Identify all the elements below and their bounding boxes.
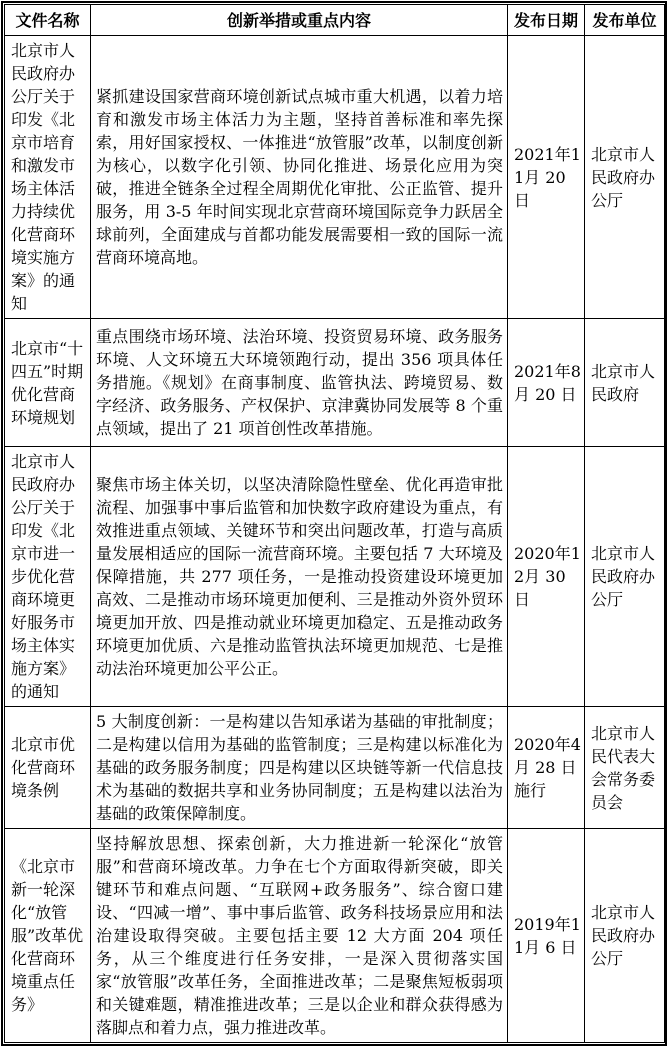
column-header-content: 创新举措或重点内容 (91, 5, 508, 36)
content-cell: 重点围绕市场环境、法治环境、投资贸易环境、政务服务环境、人文环境五大环境领跑行动，提出 356 项具体任务措施。《规划》在商事制度、监管执法、跨境贸易、数字经济、政务服务、产权保护、京津冀协同发展等 8 个重点领域，提出了 21 项首创性改革措施。 (91, 319, 508, 447)
publish-date-cell: 2021年11月 20 日 (508, 36, 585, 319)
publish-unit-cell: 北京市人民政府办公厅 (585, 829, 665, 1043)
publish-date-cell: 2020年12月 30 日 (508, 447, 585, 707)
publish-unit-cell: 北京市人民政府 (585, 319, 665, 447)
table-row (5, 319, 665, 447)
header-row (5, 5, 665, 36)
policy-table (4, 4, 665, 1043)
policy-table-container (1, 1, 667, 1046)
document-name-cell: 北京市“十四五”时期优化营商环境规划 (5, 319, 91, 447)
publish-date-cell: 2019年11月 6 日 (508, 829, 585, 1043)
table-row (5, 829, 665, 1043)
document-name-cell: 北京市人民政府办公厅关于印发《北京市培育和激发市场主体活力持续优化营商环境实施方案》的通知 (5, 36, 91, 319)
content-cell: 坚持解放思想、探索创新，大力推进新一轮深化“放管服”和营商环境改革。力争在七个方面取得新突破，即关键环节和难点问题、“互联网+政务服务”、综合窗口建设、“四减一增”、事中事后监管、政务科技场景应用和法治建设取得突破。主要包括主要 12 大方面 204 项任务，从三个维度进行任务安排，一是深入贯彻落实国家“放管服”改革任务，全面推进改革；二是聚焦短板弱项和关键难题，精准推进改革；三是以企业和群众获得感为落脚点和着力点，强力推进改革。 (91, 829, 508, 1043)
content-cell: 紧抓建设国家营商环境创新试点城市重大机遇，以着力培育和激发市场主体活力为主题，坚持首善标准和率先探索，用好国家授权、一体推进“放管服”改革，以制度创新为核心，以数字化引领、协同化推进、场景化应用为突破，推进全链条全过程全周期优化审批、公正监管、提升服务，用 3-5 年时间实现北京营商环境国际竞争力跃居全球前列，全面建成与首都功能发展需要相一致的国际一流营商环境高地。 (91, 36, 508, 319)
publish-date-cell: 2021年8月 20 日 (508, 319, 585, 447)
document-name-cell: 北京市人民政府办公厅关于印发《北京市进一步优化营商环境更好服务市场主体实施方案》的通知 (5, 447, 91, 707)
document-name-cell: 北京市优化营商环境条例 (5, 707, 91, 829)
publish-unit-cell: 北京市人民代表大会常务委员会 (585, 707, 665, 829)
content-cell: 5 大制度创新：一是构建以告知承诺为基础的审批制度；二是构建以信用为基础的监管制度；三是构建以标准化为基础的政务服务制度；四是构建以区块链等新一代信息技术为基础的数据共享和业务协同制度；五是构建以法治为基础的政策保障制度。 (91, 707, 508, 829)
column-header-document-name: 文件名称 (5, 5, 91, 36)
content-cell: 聚焦市场主体关切，以坚决清除隐性壁垒、优化再造审批流程、加强事中事后监管和加快数字政府建设为重点，有效推进重点领域、关键环节和突出问题改革，打造与高质量发展相适应的国际一流营商环境。主要包括 7 大环境及保障措施，共 277 项任务，一是推动投资建设环境更加高效、二是推动市场环境更加便利、三是推动外资外贸环境更加开放、四是推动就业环境更加稳定、五是推动政务环境更加优质、六是推动监管执法环境更加规范、七是推动法治环境更加公平公正。 (91, 447, 508, 707)
publish-date-cell: 2020年4月 28 日施行 (508, 707, 585, 829)
table-row (5, 707, 665, 829)
table-row (5, 447, 665, 707)
publish-unit-cell: 北京市人民政府办公厅 (585, 36, 665, 319)
table-row (5, 36, 665, 319)
document-name-cell: 《北京市新一轮深化“放管服”改革优化营商环境重点任务》 (5, 829, 91, 1043)
column-header-publish-date: 发布日期 (508, 5, 585, 36)
column-header-publish-unit: 发布单位 (585, 5, 665, 36)
publish-unit-cell: 北京市人民政府办公厅 (585, 447, 665, 707)
